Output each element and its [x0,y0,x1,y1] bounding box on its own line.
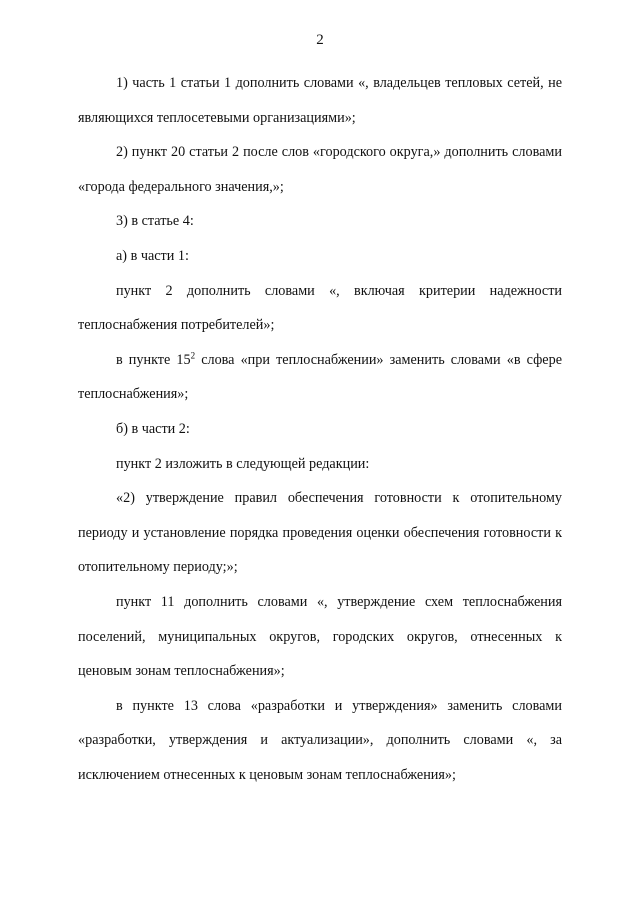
paragraph-7: б) в части 2: [116,420,190,437]
paragraph-6 [78,343,562,412]
page-number: 2 [316,32,324,48]
paragraph-9: «2) утверждение правил обеспечения готовности к отопительному периоду и установление порядка проведения оценки обеспечения готовности к отопительному периоду;»; [78,490,562,576]
superscript-2: 2 [190,350,196,361]
paragraph-1: 1) часть 1 статьи 1 дополнить словами «, владельцев тепловых сетей, не являющихся теплосетевыми организациями»; [78,75,562,126]
paragraph-3: 3) в статье 4: [116,213,194,230]
paragraph-8: пункт 2 изложить в следующей редакции: [116,455,370,472]
paragraph-4: а) в части 1: [116,247,189,264]
paragraph-6-before: в пункте 15 [116,351,191,368]
paragraph-5: пункт 2 дополнить словами «, включая критерии надежности теплоснабжения потребителей»; [78,282,562,334]
paragraph-11: в пункте 13 слова «разработки и утверждения» заменить словами «разработки, утверждения и актуализации», дополнить словами «, за исключением отнесенных к ценовым зонам теплоснабжения»; [78,697,562,783]
paragraph-2: 2) пункт 20 статьи 2 после слов «городского округа,» дополнить словами «города федерального значения,»; [78,144,562,195]
paragraph-6-after: слова «при теплоснабжении» заменить словами «в сфере теплоснабжения»; [78,351,562,403]
document-body [78,66,562,792]
paragraph-10: пункт 11 дополнить словами «, утверждение схем теплоснабжения поселений, муниципальных округов, городских округов, отнесенных к ценовым зонам теплоснабжения»; [78,593,562,680]
